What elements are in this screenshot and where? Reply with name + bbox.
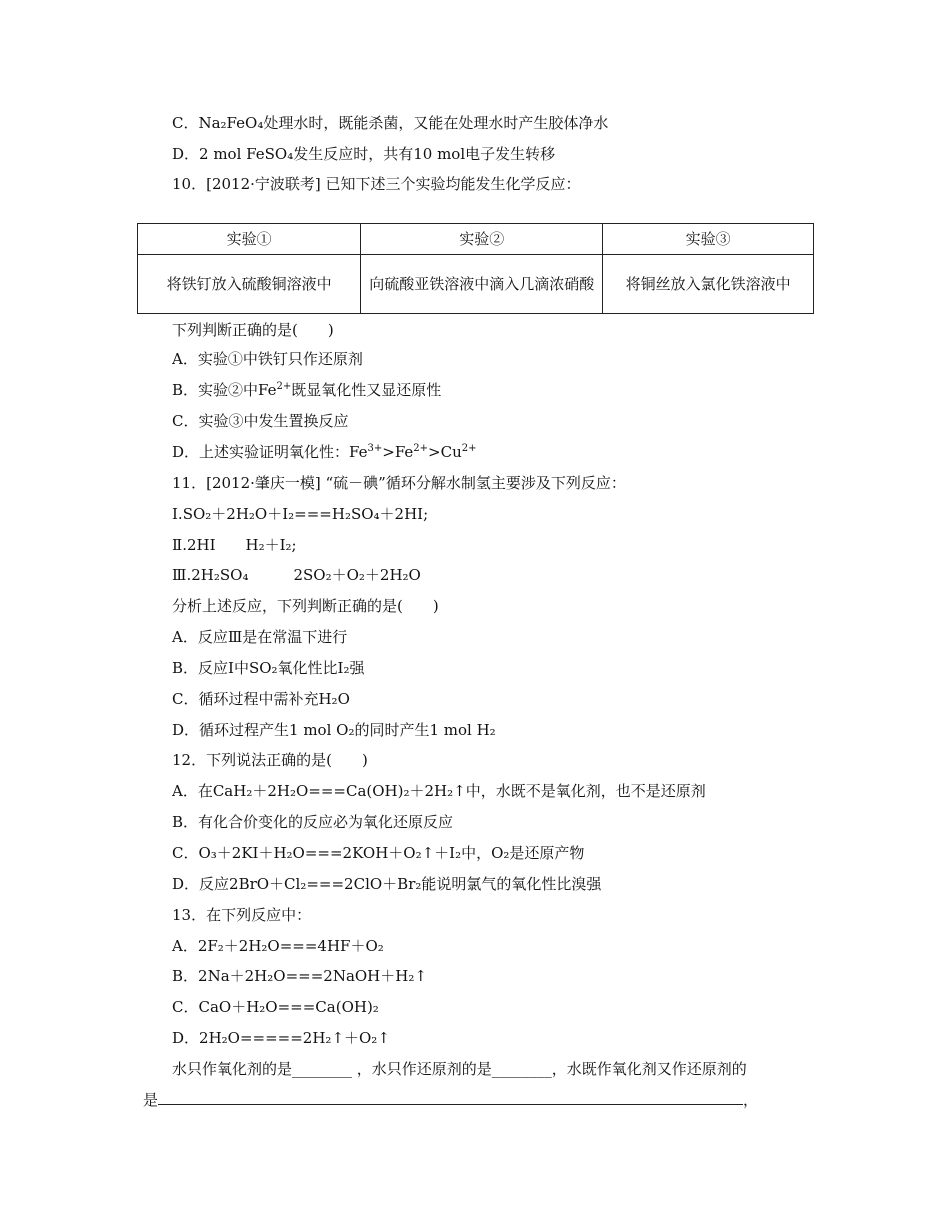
table-header-1: 实验① [138,224,361,255]
option-9c: C．Na₂FeO₄处理水时，既能杀菌，又能在处理水时产生胶体净水 [172,114,609,132]
option-11a: A．反应Ⅲ是在常温下进行 [172,628,348,646]
option-12b: B．有化合价变化的反应必为氧化还原反应 [172,813,454,831]
question-11-stem: 11．[2012·肇庆一模] “硫－碘”循环分解水制氢主要涉及下列反应： [172,474,626,492]
option-10b: B．实验②中$Fe^{2+}$既显氧化性又显还原性 [172,381,442,399]
reaction-1: Ⅰ.SO₂＋2H₂O＋I₂===H₂SO₄＋2HI; [172,505,429,523]
question-10-stem: 10．[2012·宁波联考] 已知下述三个实验均能发生化学反应： [172,175,581,193]
option-12c: C．O₃＋2KI＋H₂O===2KOH＋O₂↑＋I₂中，O₂是还原产物 [172,844,585,862]
question-12-stem: 12．下列说法正确的是( ) [172,751,368,769]
table-cell-2: 向硫酸亚铁溶液中滴入几滴浓硝酸 [361,255,603,314]
question-13-stem: 13．在下列反应中： [172,906,312,924]
question-13-fill: 水只作氧化剂的是________ ，水只作还原剂的是________，水既作氧化剂又作还原剂的 [172,1060,747,1078]
reaction-2: Ⅱ.2HI H₂＋I₂; [172,536,297,554]
option-11b: B．反应Ⅰ中SO₂氧化性比I₂强 [172,659,365,677]
question-10-prompt: 下列判断正确的是( ) [172,321,334,339]
option-13a: A．2F₂＋2H₂O===4HF＋O₂ [172,937,384,955]
answer-blank[interactable] [158,1090,743,1105]
question-11-prompt: 分析上述反应，下列判断正确的是( ) [172,597,439,615]
experiment-table [137,223,814,314]
option-13d: D．2H₂O=====2H₂↑＋O₂↑ [172,1029,390,1047]
option-9d: D．2 mol FeSO₄发生反应时，共有10 mol电子发生转移 [172,145,556,163]
question-13-fill-cont: 是 ， [143,1091,759,1109]
table-cell-1: 将铁钉放入硫酸铜溶液中 [138,255,361,314]
table-cell-3: 将铜丝放入氯化铁溶液中 [603,255,814,314]
option-10a: A．实验①中铁钉只作还原剂 [172,350,363,368]
reaction-3: Ⅲ.2H₂SO₄ 2SO₂＋O₂＋2H₂O [172,566,421,584]
option-12d: D．反应2BrO＋Cl₂===2ClO＋Br₂能说明氯气的氧化性比溴强 [172,875,602,893]
option-13c: C．CaO＋H₂O===Ca(OH)₂ [172,998,379,1016]
option-10d: D．上述实验证明氧化性：$Fe^{3+}>Fe^{2+}>Cu^{2+}$ [172,443,477,461]
option-13b: B．2Na＋2H₂O===2NaOH＋H₂↑ [172,967,427,985]
option-11c: C．循环过程中需补充H₂O [172,690,350,708]
option-11d: D．循环过程产生1 mol O₂的同时产生1 mol H₂ [172,721,496,739]
option-10c: C．实验③中发生置换反应 [172,412,349,430]
option-12a: A．在CaH₂＋2H₂O===Ca(OH)₂＋2H₂↑中，水既不是氧化剂，也不是还原剂 [172,782,706,800]
table-header-2: 实验② [361,224,603,255]
table-header-3: 实验③ [603,224,814,255]
